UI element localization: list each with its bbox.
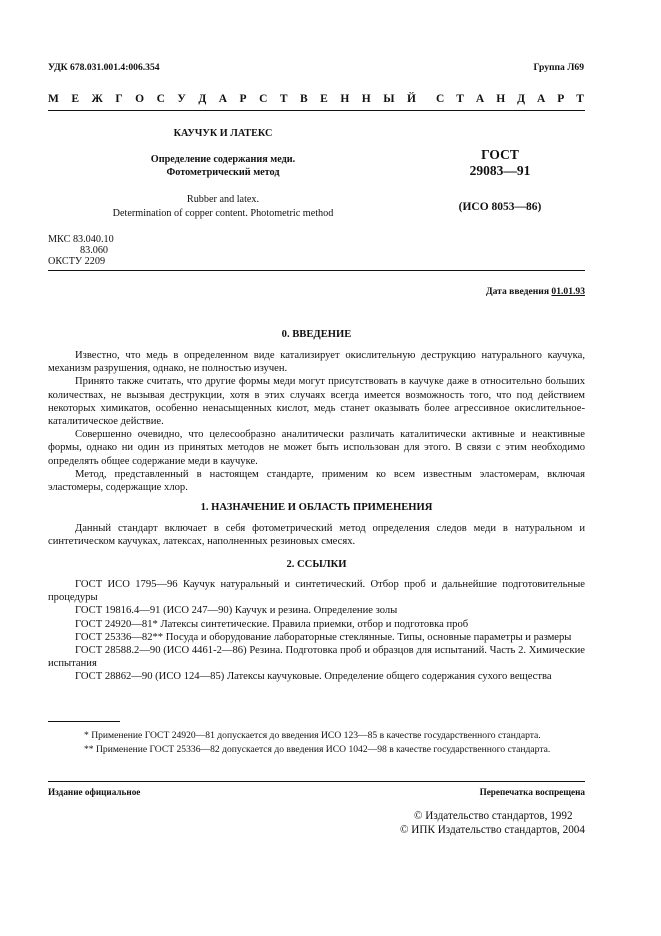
banner-letter: А [537,93,546,105]
section-1-body [48,522,585,548]
section-1-heading: 1. НАЗНАЧЕНИЕ И ОБЛАСТЬ ПРИМЕНЕНИЯ [200,502,433,513]
iso-number: (ИСО 8053—86) [458,201,542,213]
banner-letter: Е [71,93,80,105]
footer-rule [48,781,585,782]
reference-item: ГОСТ 19816.4—91 (ИСО 247—90) Каучук и резина. Определение золы [75,605,398,617]
header-rule [48,110,585,111]
banner-letter: А [218,93,228,105]
banner-word-interstate [48,93,416,105]
english-title-line-1: Rubber and latex. [186,194,260,205]
banner-letter: У [177,93,186,105]
banner-letter: М [48,93,59,105]
designation-block [430,147,570,213]
reference-item: ГОСТ 25336—82** Посуда и оборудование лабораторные стеклянные. Типы, основные параметры и размеры [75,631,572,643]
copyright-block [400,809,585,837]
banner-letter: Н [496,93,506,105]
references-list [48,578,585,684]
footnote: ** Применение ГОСТ 25336—82 допускается до введения ИСО 1042—98 в качестве государственного стандарта. [84,743,551,755]
title-block [48,128,398,221]
reference-item: ГОСТ ИСО 1795—96 Каучук натуральный и синтетический. Отбор проб и дальнейшие подготовительные процедуры [48,579,585,604]
banner-letter: Й [406,93,416,105]
reference-item: ГОСТ 24920—81* Латексы синтетические. Правила приемки, отбор и подготовка проб [75,618,469,630]
section-rule [48,270,585,271]
document-subtitle [48,153,398,179]
section-0-body [48,349,585,494]
banner-letter: Н [340,93,350,105]
banner-letter: Ы [383,93,395,105]
document-title: КАУЧУК И ЛАТЕКС [173,128,273,139]
banner-letter: Д [198,93,207,105]
banner-letter: Р [239,93,247,105]
paragraph: Совершенно очевидно, что целесообразно аналитически различать каталитически активные и неактивные формы, однако ни один из принятых методов не может быть использован для этого. В связи с этим необходимо определять общее содержание меди в каучуке. [48,429,585,467]
reference-item: ГОСТ 28862—90 (ИСО 124—85) Латексы каучуковые. Определение общего содержания сухого вещества [75,671,552,683]
paragraph: Известно, что медь в определенном виде катализирует окислительную деструкцию натурального каучука, механизм разрушения, однако, не полностью изучен. [48,350,585,375]
banner-letter: Т [279,93,288,105]
section-0-heading: 0. ВВЕДЕНИЕ [281,329,352,340]
official-edition-label: Издание официальное [48,787,141,797]
banner-letter: Т [456,93,464,105]
udk-code: УДК 678.031.001.4:006.354 [48,62,160,73]
banner-letter: С [436,93,445,105]
reference-item: ГОСТ 28588.2—90 (ИСО 4461-2—86) Резина. Подготовка проб и образцов для испытаний. Часть 2. Химические испытания [48,645,585,670]
banner-letter: С [156,93,165,105]
banner-letter: Е [320,93,328,105]
banner-letter: С [259,93,268,105]
banner-word-standard [436,93,584,105]
banner-letter: Ж [91,93,103,105]
footnote-rule [48,721,120,722]
copyright-line: © ИПК Издательство стандартов, 2004 [399,824,585,836]
standard-banner [48,93,584,105]
reprint-prohibited-label: Перепечатка воспрещена [479,787,585,797]
gost-label: ГОСТ [481,147,519,162]
date-label: Дата введения [485,286,550,297]
mks-code-1: МКС 83.040.10 [48,234,114,245]
mks-code-2: 83.060 [80,245,109,257]
banner-letter: В [300,93,308,105]
okstu-code: ОКСТУ 2209 [48,256,106,268]
banner-letter: О [135,93,145,105]
footnotes [48,730,585,757]
banner-letter: Г [115,93,123,105]
english-title [48,193,398,221]
gost-number: 29083—91 [469,163,531,178]
classification-codes [48,234,114,268]
footnote: * Применение ГОСТ 24920—81 допускается до введения ИСО 123—85 в качестве государственного стандарта. [84,730,541,741]
paragraph: Метод, представленный в настоящем стандарте, применим ко всем известным эластомерам, включая эластомеры, содержащие хлор. [48,468,585,494]
paragraph: Принято также считать, что другие формы меди могут присутствовать в каучуке даже в относительно больших количествах, не вызывая деструкции, хотя в этих случаях всегда имеется возможность того, что под действием некоторых химикатов, особенно ненасыщенных кислот, медь станет оказывать более агрессивное окислительное-каталитическое действие. [48,376,585,428]
group-code: Группа Л69 [533,62,584,73]
banner-letter: А [475,93,485,105]
subtitle-line-2: Фотометрический метод [166,167,280,178]
banner-letter: Д [517,93,526,105]
english-title-line-2: Determination of copper content. Photometric method [112,208,334,219]
paragraph: Данный стандарт включает в себя фотометрический метод определения следов меди в натуральном и синтетическом каучуках, латексах, наполненных резиновых смесях. [48,523,585,548]
subtitle-line-1: Определение содержания меди. [150,154,296,165]
banner-letter: Р [557,93,565,105]
section-2-heading: 2. ССЫЛКИ [286,559,347,570]
banner-letter: Т [576,93,584,105]
introduction-date [486,286,585,297]
banner-letter: Н [361,93,371,105]
copyright-line: © Издательство стандартов, 1992 [413,810,573,822]
date-value: 01.01.93 [551,286,585,297]
